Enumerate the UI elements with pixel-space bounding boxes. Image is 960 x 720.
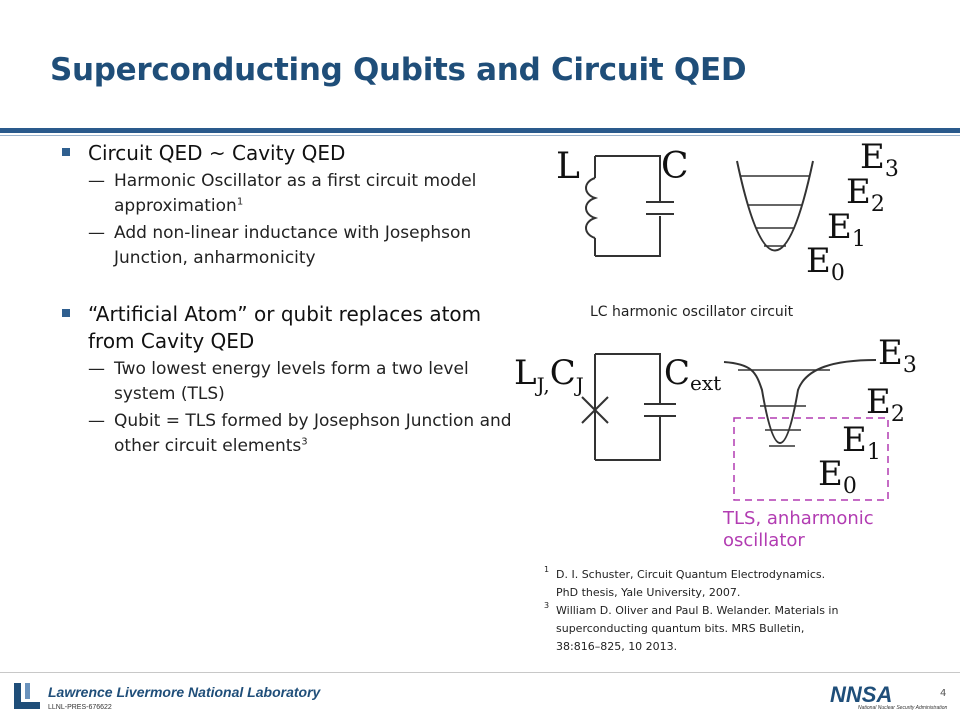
dash-marker: —: [88, 223, 105, 243]
lc-inductor-label: L: [556, 146, 580, 187]
energy-label-e0: $E_0$: [806, 241, 845, 286]
reference-item: 3 William D. Oliver and Paul B. Welander. Materials in superconducting quantum bits. MRS Bulletin, 38:816–825, 10 2013.: [544, 601, 839, 653]
lc-caption: LC harmonic oscillator circuit: [590, 304, 794, 320]
lab-name: Lawrence Livermore National Laboratory: [48, 684, 321, 700]
energy-label-e1: $E_1$: [827, 207, 866, 252]
tls-label-line: TLS, anharmonic: [723, 508, 874, 529]
reference-item: 1 D. I. Schuster, Circuit Quantum Electrodynamics. PhD thesis, Yale University, 2007.: [544, 565, 826, 599]
llnl-logo-icon: [14, 683, 40, 709]
bullet-text: Circuit QED ~ Cavity QED: [88, 141, 346, 165]
energy-label-e2: $E_2$: [846, 172, 885, 217]
sub-bullet-text: Qubit = TLS formed by Josephson Junction and other circuit elements: [114, 411, 512, 456]
energy-label-e2: $E_2$: [866, 382, 905, 427]
reference-text: William D. Oliver and Paul B. Welander. Materials in superconducting quantum bits. MRS Bulletin, 38:816–825, 10 2013.: [556, 604, 839, 653]
dash-marker: —: [88, 359, 105, 379]
footer-divider: [0, 672, 960, 673]
document-code: LLNL-PRES-676622: [48, 704, 112, 711]
anharmonic-energy-levels: [738, 370, 830, 446]
tls-label: [723, 508, 874, 552]
tls-label-line: oscillator: [723, 530, 805, 551]
energy-label-e3: $E_3$: [860, 137, 899, 182]
nnsa-logo-icon: [828, 682, 940, 706]
page-number: 4: [940, 688, 947, 699]
nnsa-logo-text: NNSA: [830, 682, 893, 706]
slide-title: Superconducting Qubits and Circuit QED: [50, 52, 747, 88]
dash-marker: —: [88, 411, 105, 431]
inductor-coil-icon: [586, 178, 595, 238]
energy-label-e0: $E_0$: [818, 454, 857, 499]
energy-label-e3: $E_3$: [878, 333, 917, 378]
energy-label-e1: $E_1$: [842, 420, 881, 465]
ext-capacitor-label: Cext: [664, 353, 722, 395]
jj-inductor-label: $L_{J,}C_J$: [514, 353, 584, 397]
lc-capacitor-label: C: [661, 146, 689, 187]
reference-text: D. I. Schuster, Circuit Quantum Electrodynamics. PhD thesis, Yale University, 2007.: [556, 568, 826, 599]
footnote-marker: 1: [236, 196, 244, 208]
footnote-marker: 3: [301, 436, 308, 448]
sub-bullet-text: Harmonic Oscillator as a first circuit model approximation: [114, 171, 477, 216]
sub-bullet-text: Two lowest energy levels form a two level system (TLS): [114, 359, 469, 404]
sub-bullet-text: Add non-linear inductance with Josephson Junction, anharmonicity: [114, 223, 472, 268]
references: [544, 566, 844, 656]
bullet-text: “Artificial Atom” or qubit replaces atom from Cavity QED: [88, 302, 482, 353]
nnsa-subtitle: National Nuclear Security Administration: [858, 705, 948, 711]
dash-marker: —: [88, 171, 105, 191]
